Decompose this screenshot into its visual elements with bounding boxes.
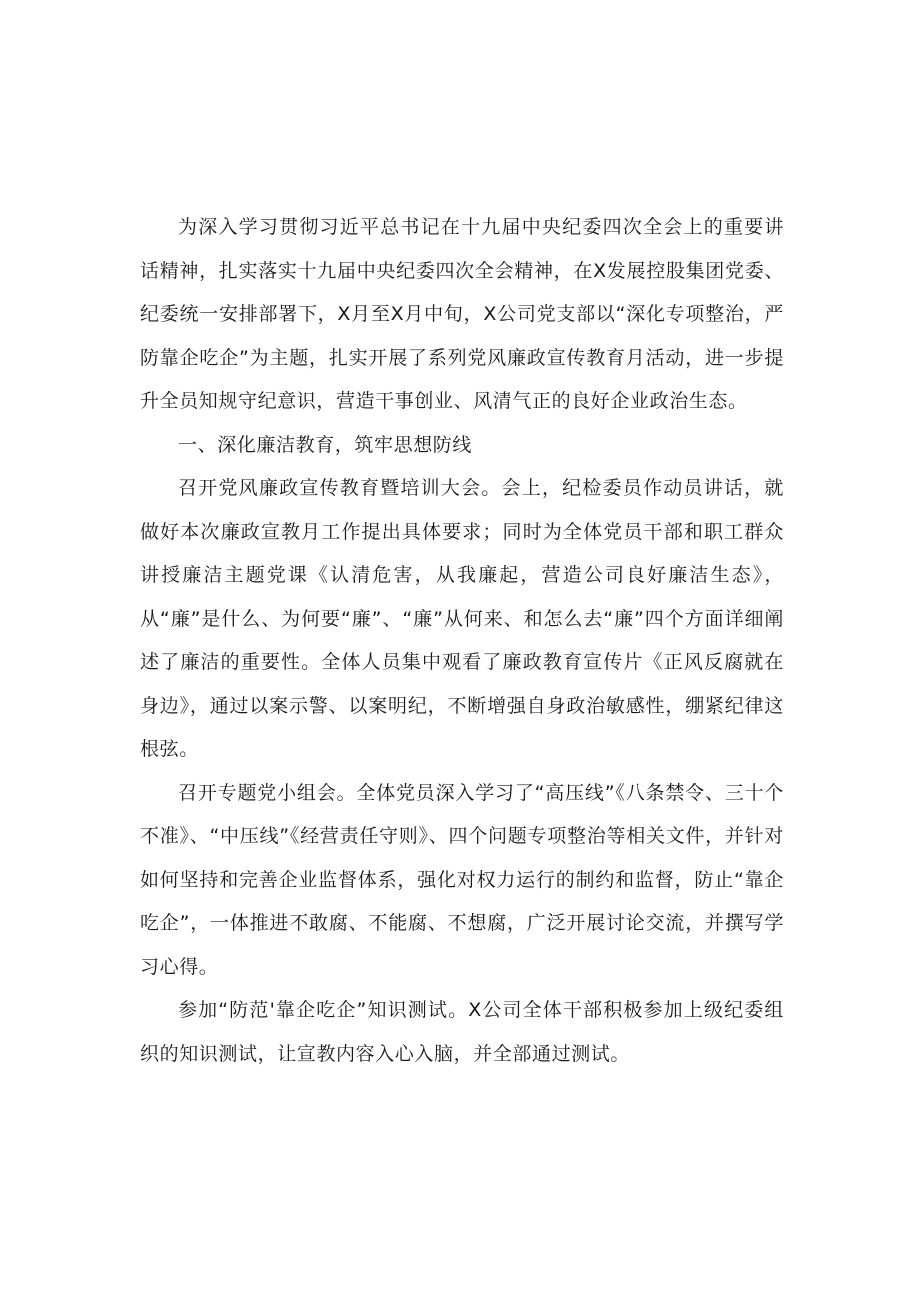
intro-paragraph: 为深入学习贯彻习近平总书记在十九届中央纪委四次全会上的重要讲话精神，扎实落实十九届中央纪委四次全会精神，在X发展控股集团党委、纪委统一安排部署下，X月至X月中旬，X公司党支部以“深化专项整治，严防靠企吃企”为主题，扎实开展了系列党风廉政宣传教育月活动，进一步提升全员知规守纪意识，营造干事创业、风清气正的良好企业政治生态。	[140, 216, 784, 412]
training-meeting-paragraph: 召开党风廉政宣传教育暨培训大会。会上，纪检委员作动员讲话，就做好本次廉政宣教月工作提出具体要求；同时为全体党员干部和职工群众讲授廉洁主题党课《认清危害，从我廉起，营造公司良好廉洁生态》，从“廉”是什么、为何要“廉”、“廉”从何来、和怎么去“廉”四个方面详细阐述了廉洁的重要性。全体人员集中观看了廉政教育宣传片《正风反腐就在身边》，通过以案示警、以案明纪，不断增强自身政治敏感性，绷紧纪律这根弦。	[140, 477, 784, 760]
section-heading: 一、深化廉洁教育，筑牢思想防线	[178, 433, 473, 456]
party-group-meeting-paragraph: 召开专题党小组会。全体党员深入学习了“高压线”《八条禁令、三十个不准》、“中压线”《经营责任守则》、四个问题专项整治等相关文件，并针对如何坚持和完善企业监督体系，强化对权力运行的制约和监督，防止“靠企吃企”，一体推进不敢腐、不能腐、不想腐，广泛开展讨论交流，并撰写学习心得。	[140, 781, 784, 978]
knowledge-test-paragraph: 参加“防范'靠企吃企”知识测试。X公司全体干部积极参加上级纪委组织的知识测试，让宣教内容入心入脑，并全部通过测试。	[140, 999, 784, 1065]
document-body	[140, 206, 784, 1076]
